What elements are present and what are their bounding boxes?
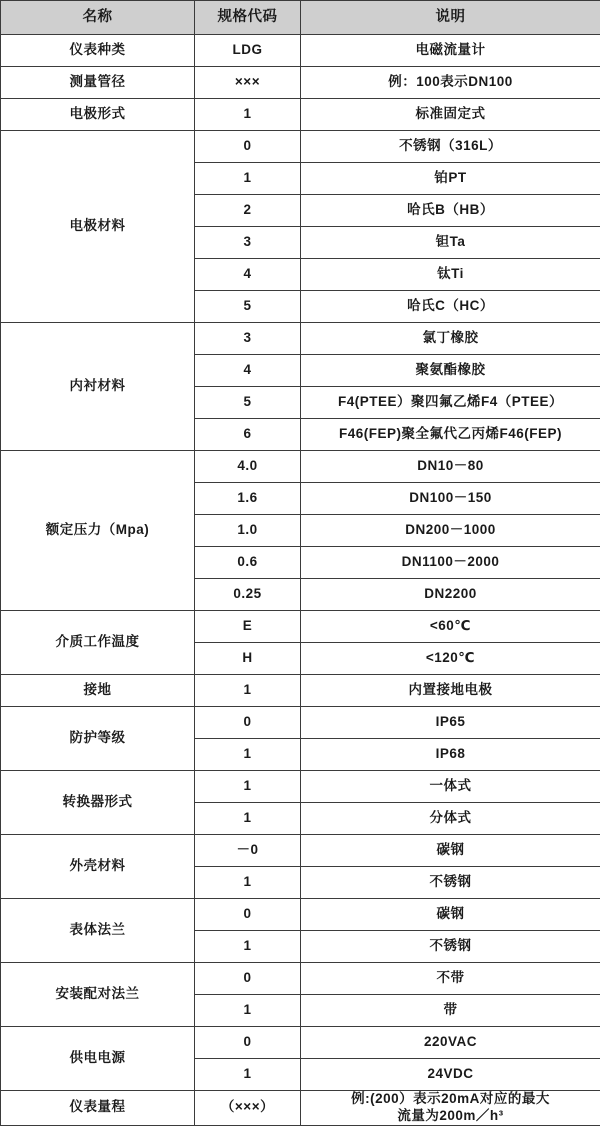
spec-description: F46(FEP)聚全氟代乙丙烯F46(FEP) xyxy=(301,419,600,451)
row-group-name: 内衬材料 xyxy=(1,323,195,451)
spec-code: 1 xyxy=(195,1059,301,1091)
row-group-name: 测量管径 xyxy=(1,67,195,99)
table-row xyxy=(1,131,600,163)
spec-description: 带 xyxy=(301,995,600,1027)
row-group-name: 电极材料 xyxy=(1,131,195,323)
row-group-name: 介质工作温度 xyxy=(1,611,195,675)
spec-code: 4 xyxy=(195,259,301,291)
table-row xyxy=(1,835,600,867)
spec-description: 220VAC xyxy=(301,1027,600,1059)
row-group-name: 表体法兰 xyxy=(1,899,195,963)
spec-code: 1 xyxy=(195,867,301,899)
spec-code: 3 xyxy=(195,323,301,355)
header-row xyxy=(1,1,600,35)
column-header-description: 说明 xyxy=(301,1,600,35)
table-row xyxy=(1,771,600,803)
table-row xyxy=(1,675,600,707)
spec-description: 铂PT xyxy=(301,163,600,195)
table-row xyxy=(1,67,600,99)
spec-description: F4(PTEE）聚四氟乙烯F4（PTEE） xyxy=(301,387,600,419)
spec-description: 一体式 xyxy=(301,771,600,803)
spec-description: 碳钢 xyxy=(301,835,600,867)
table-row xyxy=(1,1091,600,1126)
spec-code: 4 xyxy=(195,355,301,387)
table-row xyxy=(1,963,600,995)
spec-code: 1 xyxy=(195,675,301,707)
spec-description: 不锈钢 xyxy=(301,931,600,963)
spec-description: 电磁流量计 xyxy=(301,35,600,67)
spec-description: <60℃ xyxy=(301,611,600,643)
spec-code: E xyxy=(195,611,301,643)
spec-description: 氯丁橡胶 xyxy=(301,323,600,355)
spec-description: 不锈钢 xyxy=(301,867,600,899)
spec-code: 0 xyxy=(195,1027,301,1059)
row-group-name: 仪表种类 xyxy=(1,35,195,67)
spec-code: （×××） xyxy=(195,1091,301,1126)
spec-code: 0 xyxy=(195,131,301,163)
spec-code: 3 xyxy=(195,227,301,259)
spec-description: DN2200 xyxy=(301,579,600,611)
spec-description: DN10－80 xyxy=(301,451,600,483)
spec-code: 4.0 xyxy=(195,451,301,483)
row-group-name: 仪表量程 xyxy=(1,1091,195,1126)
table-row xyxy=(1,611,600,643)
spec-code: 1 xyxy=(195,99,301,131)
spec-code: 1 xyxy=(195,163,301,195)
table-row xyxy=(1,323,600,355)
table-row xyxy=(1,35,600,67)
row-group-name: 转换器形式 xyxy=(1,771,195,835)
spec-code: 0.25 xyxy=(195,579,301,611)
spec-description: 聚氨酯橡胶 xyxy=(301,355,600,387)
spec-code: 1 xyxy=(195,771,301,803)
spec-description: 碳钢 xyxy=(301,899,600,931)
spec-code: 1 xyxy=(195,803,301,835)
spec-code: H xyxy=(195,643,301,675)
spec-description: 例：100表示DN100 xyxy=(301,67,600,99)
spec-code: 1 xyxy=(195,931,301,963)
spec-description: 不锈钢（316L） xyxy=(301,131,600,163)
spec-code: 1 xyxy=(195,995,301,1027)
column-header-name: 名称 xyxy=(1,1,195,35)
row-group-name: 接地 xyxy=(1,675,195,707)
spec-description: DN100－150 xyxy=(301,483,600,515)
table-row xyxy=(1,99,600,131)
row-group-name: 安装配对法兰 xyxy=(1,963,195,1027)
spec-description: 内置接地电极 xyxy=(301,675,600,707)
spec-code: 5 xyxy=(195,387,301,419)
spec-code: LDG xyxy=(195,35,301,67)
spec-description: 哈氏C（HC） xyxy=(301,291,600,323)
spec-description: 标准固定式 xyxy=(301,99,600,131)
spec-description: 钽Ta xyxy=(301,227,600,259)
spec-description: 24VDC xyxy=(301,1059,600,1091)
row-group-name: 外壳材料 xyxy=(1,835,195,899)
spec-code: 0 xyxy=(195,899,301,931)
column-header-code: 规格代码 xyxy=(195,1,301,35)
spec-code: －0 xyxy=(195,835,301,867)
spec-description: <120℃ xyxy=(301,643,600,675)
spec-description: 哈氏B（HB） xyxy=(301,195,600,227)
table-body xyxy=(1,35,600,1126)
table-row xyxy=(1,899,600,931)
row-group-name: 额定压力（Mpa) xyxy=(1,451,195,611)
spec-description: 例:(200）表示20mA对应的最大 流量为200m／h³ xyxy=(301,1091,600,1126)
table-row xyxy=(1,451,600,483)
spec-description: IP68 xyxy=(301,739,600,771)
row-group-name: 电极形式 xyxy=(1,99,195,131)
spec-description: 不带 xyxy=(301,963,600,995)
spec-description: DN200－1000 xyxy=(301,515,600,547)
spec-code: 1.6 xyxy=(195,483,301,515)
table-row xyxy=(1,1027,600,1059)
spec-code: 1 xyxy=(195,739,301,771)
spec-description: DN1100－2000 xyxy=(301,547,600,579)
spec-description: IP65 xyxy=(301,707,600,739)
spec-description: 分体式 xyxy=(301,803,600,835)
spec-code: 6 xyxy=(195,419,301,451)
spec-description: 钛Ti xyxy=(301,259,600,291)
spec-code: 1.0 xyxy=(195,515,301,547)
spec-code: 2 xyxy=(195,195,301,227)
table-header xyxy=(1,1,600,35)
spec-code: 0 xyxy=(195,963,301,995)
spec-code: 5 xyxy=(195,291,301,323)
spec-code: 0 xyxy=(195,707,301,739)
row-group-name: 供电电源 xyxy=(1,1027,195,1091)
spec-code: ××× xyxy=(195,67,301,99)
table-row xyxy=(1,707,600,739)
row-group-name: 防护等级 xyxy=(1,707,195,771)
spec-code: 0.6 xyxy=(195,547,301,579)
